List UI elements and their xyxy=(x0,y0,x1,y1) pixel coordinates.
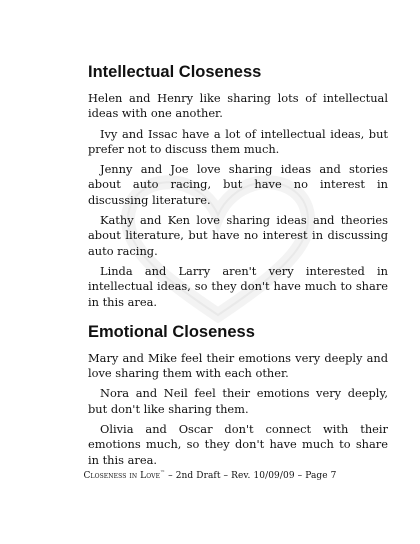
page-footer xyxy=(0,470,420,481)
paragraph: Nora and Neil feel their emotions very deeply, but don't like sharing them. xyxy=(88,386,388,416)
trademark-symbol: ™ xyxy=(160,470,166,476)
paragraph: Jenny and Joe love sharing ideas and stories about auto racing, but have no interest in discussing literature. xyxy=(88,162,388,207)
paragraph: Linda and Larry aren't very interested in intellectual ideas, so they don't have much to share in this area. xyxy=(88,263,388,309)
paragraph: Olivia and Oscar don't connect with their emotions much, so they don't have much to share in this area. xyxy=(88,422,388,467)
section-heading-intellectual: Intellectual Closeness xyxy=(88,63,262,81)
footer-revision: – 2nd Draft – Rev. 10/09/09 – Page 7 xyxy=(165,471,337,481)
page-content xyxy=(88,62,388,473)
paragraph: Kathy and Ken love sharing ideas and theories about literature, but have no interest in discussing auto racing. xyxy=(88,213,388,258)
paragraph: Ivy and Issac have a lot of intellectual ideas, but prefer not to discuss them much. xyxy=(88,126,388,156)
section-heading-emotional: Emotional Closeness xyxy=(88,322,255,341)
paragraph: Mary and Mike feel their emotions very deeply and love sharing them with each other. xyxy=(88,350,388,381)
paragraph: Helen and Henry like sharing lots of intellectual ideas with one another. xyxy=(88,91,388,121)
footer-title: Closeness in Love xyxy=(83,471,161,481)
